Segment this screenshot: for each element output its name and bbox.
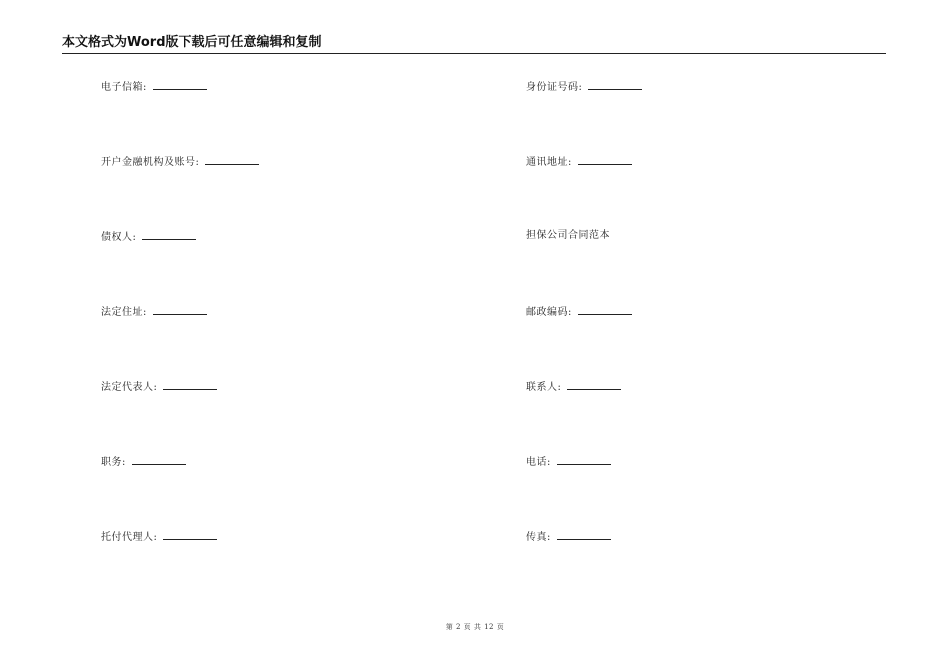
creditor-field xyxy=(101,229,196,245)
contact-person-label: 联系人: xyxy=(526,382,562,393)
address-blank xyxy=(578,154,632,165)
contract-title-label: 担保公司合同范本 xyxy=(526,230,610,241)
legal-address-label: 法定住址: xyxy=(101,307,147,318)
email-blank xyxy=(153,79,207,90)
fax-field xyxy=(526,529,611,545)
agent-label: 托付代理人: xyxy=(101,532,158,543)
phone-label: 电话: xyxy=(526,457,551,468)
legal-address-field xyxy=(101,304,207,320)
creditor-label: 债权人: xyxy=(101,232,137,243)
agent-field xyxy=(101,529,217,545)
bank-account-label: 开户金融机构及账号: xyxy=(101,157,200,168)
id-number-field xyxy=(526,79,642,95)
address-label: 通讯地址: xyxy=(526,157,572,168)
header-title: 本文格式为Word版下载后可任意编辑和复制 xyxy=(62,35,322,50)
email-field xyxy=(101,79,207,95)
fax-blank xyxy=(557,529,611,540)
page-number: 第 2 页 共 12 页 xyxy=(445,623,505,631)
page-header xyxy=(62,34,886,54)
legal-address-blank xyxy=(153,304,207,315)
phone-blank xyxy=(557,454,611,465)
contract-title xyxy=(526,229,610,243)
position-blank xyxy=(132,454,186,465)
id-number-label: 身份证号码: xyxy=(526,82,583,93)
contact-person-blank xyxy=(567,379,621,390)
email-label: 电子信箱: xyxy=(101,82,147,93)
bank-account-blank xyxy=(205,154,259,165)
postal-code-field xyxy=(526,304,632,320)
id-number-blank xyxy=(588,79,642,90)
address-field xyxy=(526,154,632,170)
legal-rep-blank xyxy=(163,379,217,390)
creditor-blank xyxy=(142,229,196,240)
postal-code-label: 邮政编码: xyxy=(526,307,572,318)
agent-blank xyxy=(163,529,217,540)
contact-person-field xyxy=(526,379,621,395)
page-footer xyxy=(0,622,950,632)
position-label: 职务: xyxy=(101,457,126,468)
postal-code-blank xyxy=(578,304,632,315)
fax-label: 传真: xyxy=(526,532,551,543)
phone-field xyxy=(526,454,611,470)
bank-account-field xyxy=(101,154,259,170)
position-field xyxy=(101,454,186,470)
legal-rep-field xyxy=(101,379,217,395)
legal-rep-label: 法定代表人: xyxy=(101,382,158,393)
